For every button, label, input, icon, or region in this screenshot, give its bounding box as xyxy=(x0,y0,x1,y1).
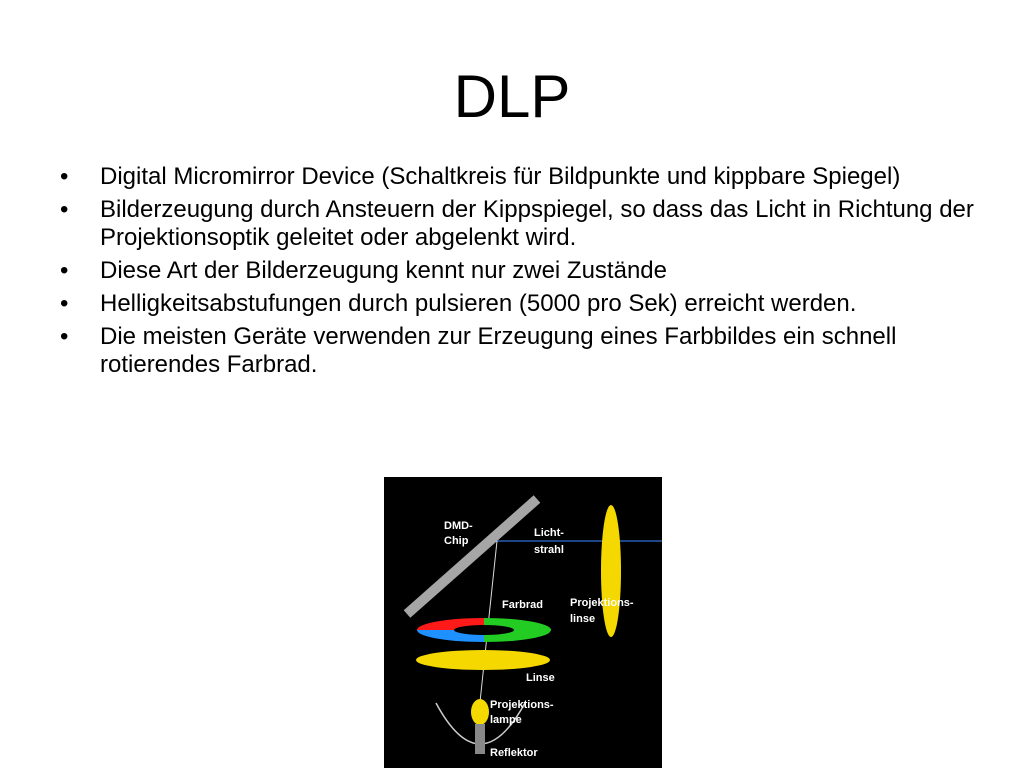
bullet-marker: • xyxy=(60,323,69,350)
label-linse: Linse xyxy=(526,672,555,684)
condenser-lens xyxy=(416,650,550,670)
bullet-marker: • xyxy=(60,290,69,317)
bullet-text: Bilderzeugung durch Ansteuern der Kippspiegel, so dass das Licht in Richtung der Projektionsoptik geleitet oder abgelenkt wird. xyxy=(100,196,974,251)
lamp-base xyxy=(475,724,485,754)
bullet-text: Diese Art der Bilderzeugung kennt nur zwei Zustände xyxy=(100,257,667,284)
lamp-bulb xyxy=(471,699,489,725)
projection-lens xyxy=(601,505,621,637)
bullet-item xyxy=(58,196,1008,252)
slide-title: DLP xyxy=(453,63,571,130)
label-farbrad: Farbrad xyxy=(502,599,543,611)
label-projektionslampe-2: lampe xyxy=(490,714,522,726)
dlp-diagram-svg xyxy=(384,477,662,768)
bullet-item xyxy=(58,323,1008,379)
color-wheel-hub xyxy=(454,625,514,635)
label-projektionslinse-2: linse xyxy=(570,613,596,625)
bullet-text: Die meisten Geräte verwenden zur Erzeugung eines Farbbildes ein schnell rotierendes Farbrad. xyxy=(100,323,897,378)
label-lichtstrahl-1: Licht- xyxy=(534,527,564,539)
dlp-diagram xyxy=(384,477,662,768)
label-reflektor: Reflektor xyxy=(490,747,538,759)
label-lichtstrahl-2: strahl xyxy=(534,544,564,556)
bullet-text: Digital Micromirror Device (Schaltkreis für Bildpunkte und kippbare Spiegel) xyxy=(100,163,901,190)
bullet-list xyxy=(58,163,1008,384)
bullet-text: Helligkeitsabstufungen durch pulsieren (5000 pro Sek) erreicht werden. xyxy=(100,290,857,317)
bullet-item xyxy=(58,290,1008,318)
label-projektionslinse-1: Projektions- xyxy=(570,597,634,609)
label-dmd-chip-2: Chip xyxy=(444,535,469,547)
label-dmd-chip-1: DMD- xyxy=(444,520,473,532)
bullet-marker: • xyxy=(60,163,69,190)
bullet-marker: • xyxy=(60,257,69,284)
bullet-marker: • xyxy=(60,196,69,223)
bullet-item xyxy=(58,163,1008,191)
label-projektionslampe-1: Projektions- xyxy=(490,699,554,711)
bullet-item xyxy=(58,257,1008,285)
